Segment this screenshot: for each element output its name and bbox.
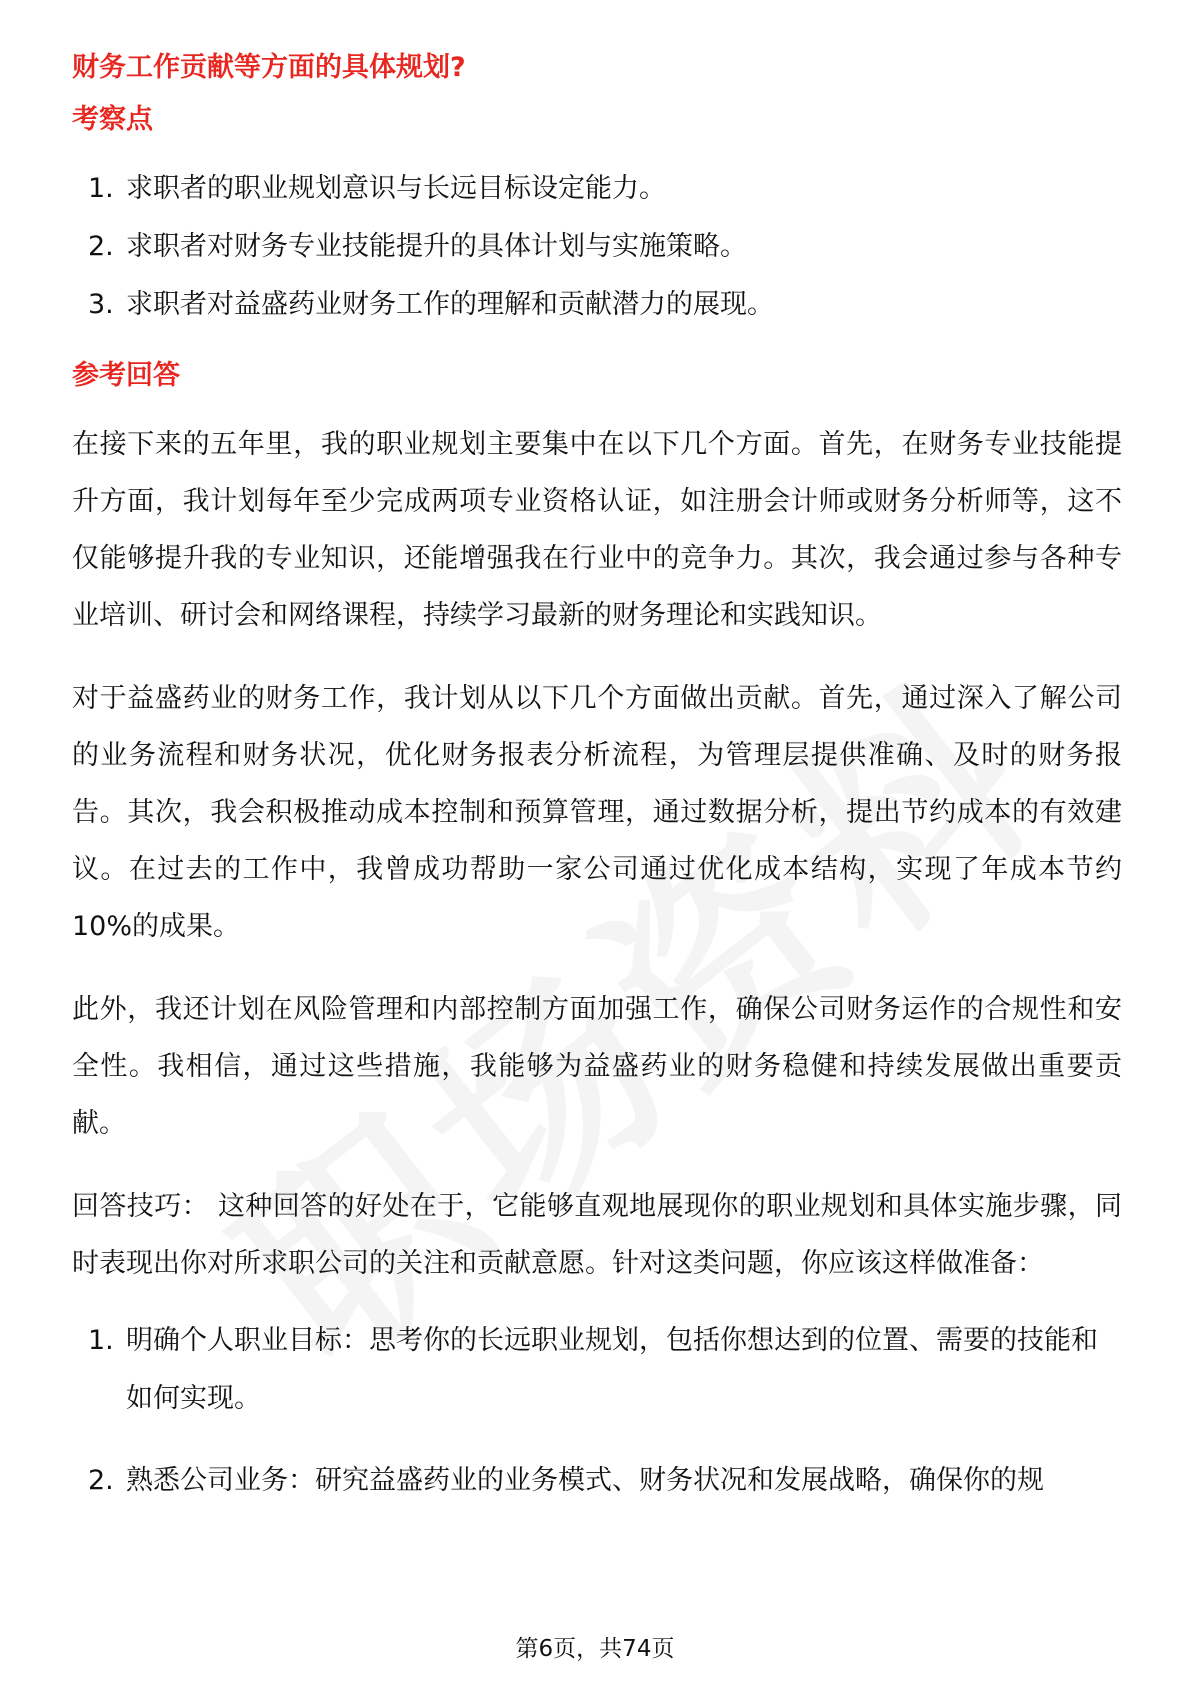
list-text: 求职者对财务专业技能提升的具体计划与实施策略。 — [126, 231, 747, 262]
list-number: 2. — [88, 231, 114, 262]
section-title-answer: 参考回答 — [72, 360, 180, 391]
points-list — [72, 160, 1122, 334]
answer-paragraph: 对于益盛药业的财务工作，我计划从以下几个方面做出贡献。首先，通过深入了解公司的业务流程和财务状况，优化财务报表分析流程，为管理层提供准确、及时的财务报告。其次，我会积极推动成本控制和预算管理，通过数据分析，提出节约成本的有效建议。在过去的工作中，我曾成功帮助一家公司通过优化成本结构，实现了年成本节约10%的成果。 — [72, 683, 1122, 942]
answer-paragraph: 此外，我还计划在风险管理和内部控制方面加强工作，确保公司财务运作的合规性和安全性。我相信，通过这些措施，我能够为益盛药业的财务稳健和持续发展做出重要贡献。 — [72, 994, 1122, 1139]
list-item — [72, 218, 1122, 276]
list-item — [72, 1312, 1122, 1428]
answer-paragraph: 在接下来的五年里，我的职业规划主要集中在以下几个方面。首先，在财务专业技能提升方面，我计划每年至少完成两项专业资格认证，如注册会计师或财务分析师等，这不仅能够提升我的专业知识，还能增强我在行业中的竞争力。其次，我会通过参与各种专业培训、研讨会和网络课程，持续学习最新的财务理论和实践知识。 — [72, 429, 1122, 631]
list-number: 1. — [88, 1325, 114, 1356]
list-item — [72, 1452, 1122, 1510]
list-number: 2. — [88, 1465, 114, 1496]
list-item — [72, 160, 1122, 218]
section-title-points: 考察点 — [72, 104, 153, 135]
tips-paragraph: 回答技巧： 这种回答的好处在于，它能够直观地展现你的职业规划和具体实施步骤，同时表现出你对所求职公司的关注和贡献意愿。针对这类问题，你应该这样做准备： — [72, 1191, 1122, 1279]
list-item — [72, 276, 1122, 334]
list-text: 求职者对益盛药业财务工作的理解和贡献潜力的展现。 — [126, 289, 774, 320]
content — [72, 48, 1122, 1510]
list-text: 明确个人职业目标：思考你的长远职业规划，包括你想达到的位置、需要的技能和如何实现。 — [126, 1325, 1098, 1414]
list-text: 求职者的职业规划意识与长远目标设定能力。 — [126, 173, 666, 204]
list-text: 熟悉公司业务：研究益盛药业的业务模式、财务状况和发展战略，确保你的规 — [126, 1465, 1044, 1496]
question-heading: 财务工作贡献等方面的具体规划? — [72, 52, 466, 83]
tips-list — [72, 1312, 1122, 1510]
page-footer: 第6页，共74页 — [515, 1636, 675, 1662]
list-number: 3. — [88, 289, 114, 320]
list-number: 1. — [88, 173, 114, 204]
